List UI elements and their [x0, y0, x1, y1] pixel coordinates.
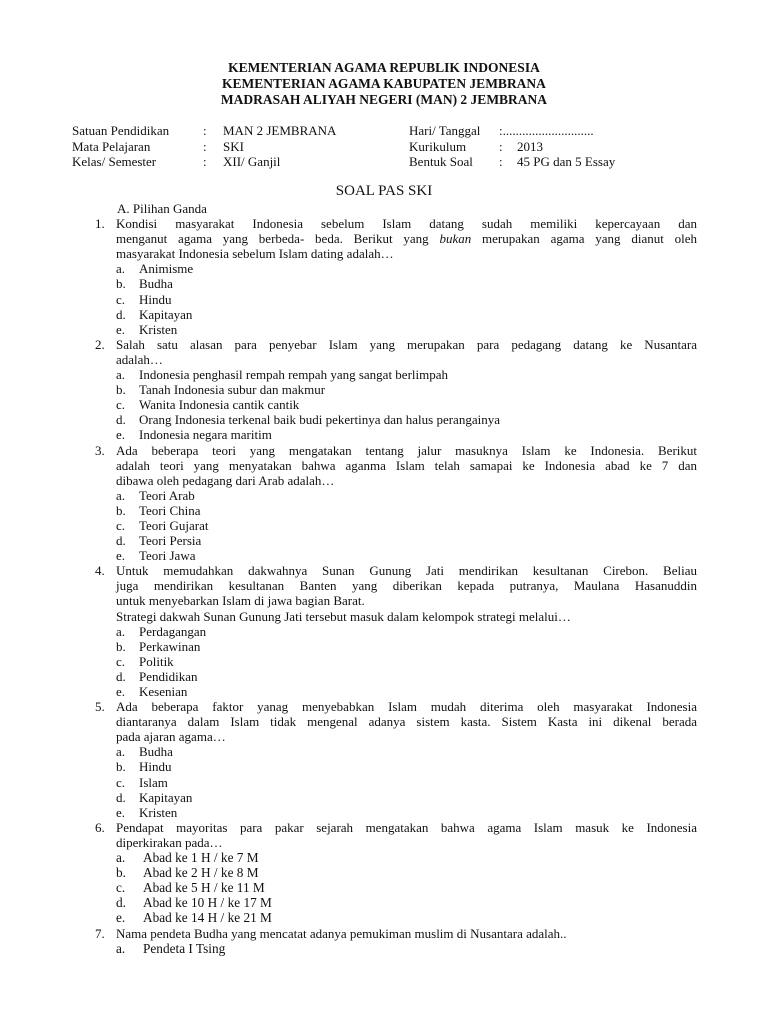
question-number: 3.: [95, 442, 105, 458]
answer-option: a. Budha: [116, 744, 173, 760]
answer-option: d. Kapitayan: [116, 306, 193, 322]
exam-info-table: [72, 123, 712, 170]
info-value: MAN 2 JEMBRANA: [223, 123, 337, 138]
question-text: Pendapat mayoritas para pakar sejarah mengatakan bahwa agama Islam masuk ke Indonesia diperkirakan pada…: [116, 819, 697, 850]
info-value: ............................: [502, 123, 594, 138]
answer-option: a. Animisme: [116, 261, 194, 277]
answer-option: e. Indonesia negara maritim: [116, 427, 272, 443]
answer-option: b. Budha: [116, 276, 173, 292]
answer-option: a. Perdagangan: [116, 623, 207, 639]
question: [95, 820, 697, 850]
answer-option: a. Indonesia penghasil rempah rempah yang sangat berlimpah: [116, 367, 449, 383]
answer-option: d. Kapitayan: [116, 789, 193, 805]
answer-option: e. Kristen: [116, 804, 178, 820]
answer-option: c. Wanita Indonesia cantik cantik: [116, 397, 300, 413]
info-separator: :: [203, 154, 207, 169]
answer-option: b. Hindu: [116, 759, 172, 775]
answer-option: e. Kesenian: [116, 684, 188, 699]
info-separator: :: [203, 123, 207, 138]
question-text: Nama pendeta Budha yang mencatat adanya pemukiman muslim di Nusantara adalah..: [116, 925, 567, 941]
header-line-ministry: KEMENTERIAN AGAMA REPUBLIK INDONESIA: [228, 60, 540, 75]
answer-option: c. Abad ke 5 H / ke 11 M: [116, 880, 265, 896]
info-label: Kelas/ Semester: [72, 154, 157, 169]
info-row-1: [72, 123, 712, 139]
question-number: 2.: [95, 336, 105, 352]
question-number: 1.: [95, 216, 105, 232]
answer-option: a. Pendeta I Tsing: [116, 940, 226, 956]
info-label: Bentuk Soal: [409, 154, 473, 169]
answer-option: c. Islam: [116, 774, 168, 790]
info-separator: :: [499, 138, 503, 154]
answer-option: b. Perkawinan: [116, 638, 201, 654]
header-line-regency: KEMENTERIAN AGAMA KABUPATEN JEMBRANA: [222, 76, 546, 91]
question-number: 7.: [95, 925, 105, 941]
emphasis-word: bukan: [439, 231, 472, 247]
answer-option: e. Abad ke 14 H / ke 21 M: [116, 910, 272, 926]
info-value: 2013: [517, 138, 543, 154]
answer-option: b. Teori China: [116, 502, 201, 518]
question-number: 4.: [95, 563, 105, 579]
info-row-2: [72, 139, 712, 155]
section-heading: A. Pilihan Ganda: [117, 201, 207, 216]
answer-option: c. Teori Gujarat: [116, 517, 209, 533]
answer-option: a. Abad ke 1 H / ke 7 M: [116, 850, 259, 866]
question: [95, 563, 697, 623]
question-number: 6.: [95, 819, 105, 835]
question: [95, 443, 697, 488]
info-value: SKI: [223, 138, 244, 154]
info-value: 45 PG dan 5 Essay: [517, 154, 616, 169]
question: [95, 337, 697, 367]
info-separator: :: [499, 154, 503, 169]
answer-option: a. Teori Arab: [116, 487, 195, 503]
info-label: Hari/ Tanggal: [409, 123, 481, 138]
answer-option: c. Hindu: [116, 291, 172, 307]
answer-option: d. Pendidikan: [116, 668, 198, 684]
info-separator: :: [499, 123, 503, 138]
answer-option: e. Teori Jawa: [116, 548, 196, 564]
answer-option: d. Abad ke 10 H / ke 17 M: [116, 895, 272, 911]
question-list: [95, 201, 697, 956]
question-text: Kondisi masyarakat Indonesia sebelum Islam datang sudah memiliki kepercayaan dan menganut agama yang berbeda- beda. Berikut yang bukan merupakan agama yang dianut oleh masyarakat Indonesia sebelum Islam dating adalah…: [116, 216, 697, 262]
answer-option: b. Tanah Indonesia subur dan makmur: [116, 382, 326, 398]
info-separator: :: [203, 138, 207, 154]
answer-option: e. Kristen: [116, 321, 178, 337]
answer-option: b. Abad ke 2 H / ke 8 M: [116, 865, 259, 881]
question-text: Ada beberapa teori yang mengatakan tentang jalur masuknya Islam ke Indonesia. Berikut adalah teori yang menyatakan bahwa aganma Islam telah samapai ke Indonesia abad ke 7 dan dibawa oleh pedagang dari Arab adalah…: [116, 442, 697, 488]
question-text: Salah satu alasan para penyebar Islam yang merupakan para pedagang datang ke Nusantara adalah…: [116, 336, 697, 367]
info-row-3: [72, 154, 712, 170]
info-value: XII/ Ganjil: [223, 154, 281, 169]
question-text: Ada beberapa faktor yanag menyebabkan Islam mudah diterima oleh masyarakat Indonesia diantaranya dalam Islam tidak mengenal adanya sistem kasta. Sistem Kasta ini dikenal berada pada ajaran agama…: [116, 699, 697, 745]
question: [95, 926, 697, 941]
letterhead: [0, 60, 768, 108]
answer-option: d. Teori Persia: [116, 533, 202, 549]
question: [95, 699, 697, 744]
answer-option: d. Orang Indonesia terkenal baik budi pekertinya dan halus perangainya: [116, 412, 500, 428]
info-label: Mata Pelajaran: [72, 138, 151, 154]
header-line-school: MADRASAH ALIYAH NEGERI (MAN) 2 JEMBRANA: [220, 92, 548, 107]
answer-option: c. Politik: [116, 653, 174, 669]
info-label: Satuan Pendidikan: [72, 123, 170, 138]
question-text: Untuk memudahkan dakwahnya Sunan Gunung Jati mendirikan kesultanan Cirebon. Beliau juga mendirikan kesultanan Banten yang diberikan kepada putranya, Maulana Hasanuddin untuk menyebarkan Islam di jawa bagian Barat. Strategi dakwah Sunan Gunung Jati tersebut masuk dalam kelompok strategi melalui…: [116, 563, 697, 624]
exam-title: SOAL PAS SKI: [335, 183, 433, 199]
question-number: 5.: [95, 699, 105, 715]
info-label: Kurikulum: [409, 138, 467, 154]
question: [95, 216, 697, 261]
